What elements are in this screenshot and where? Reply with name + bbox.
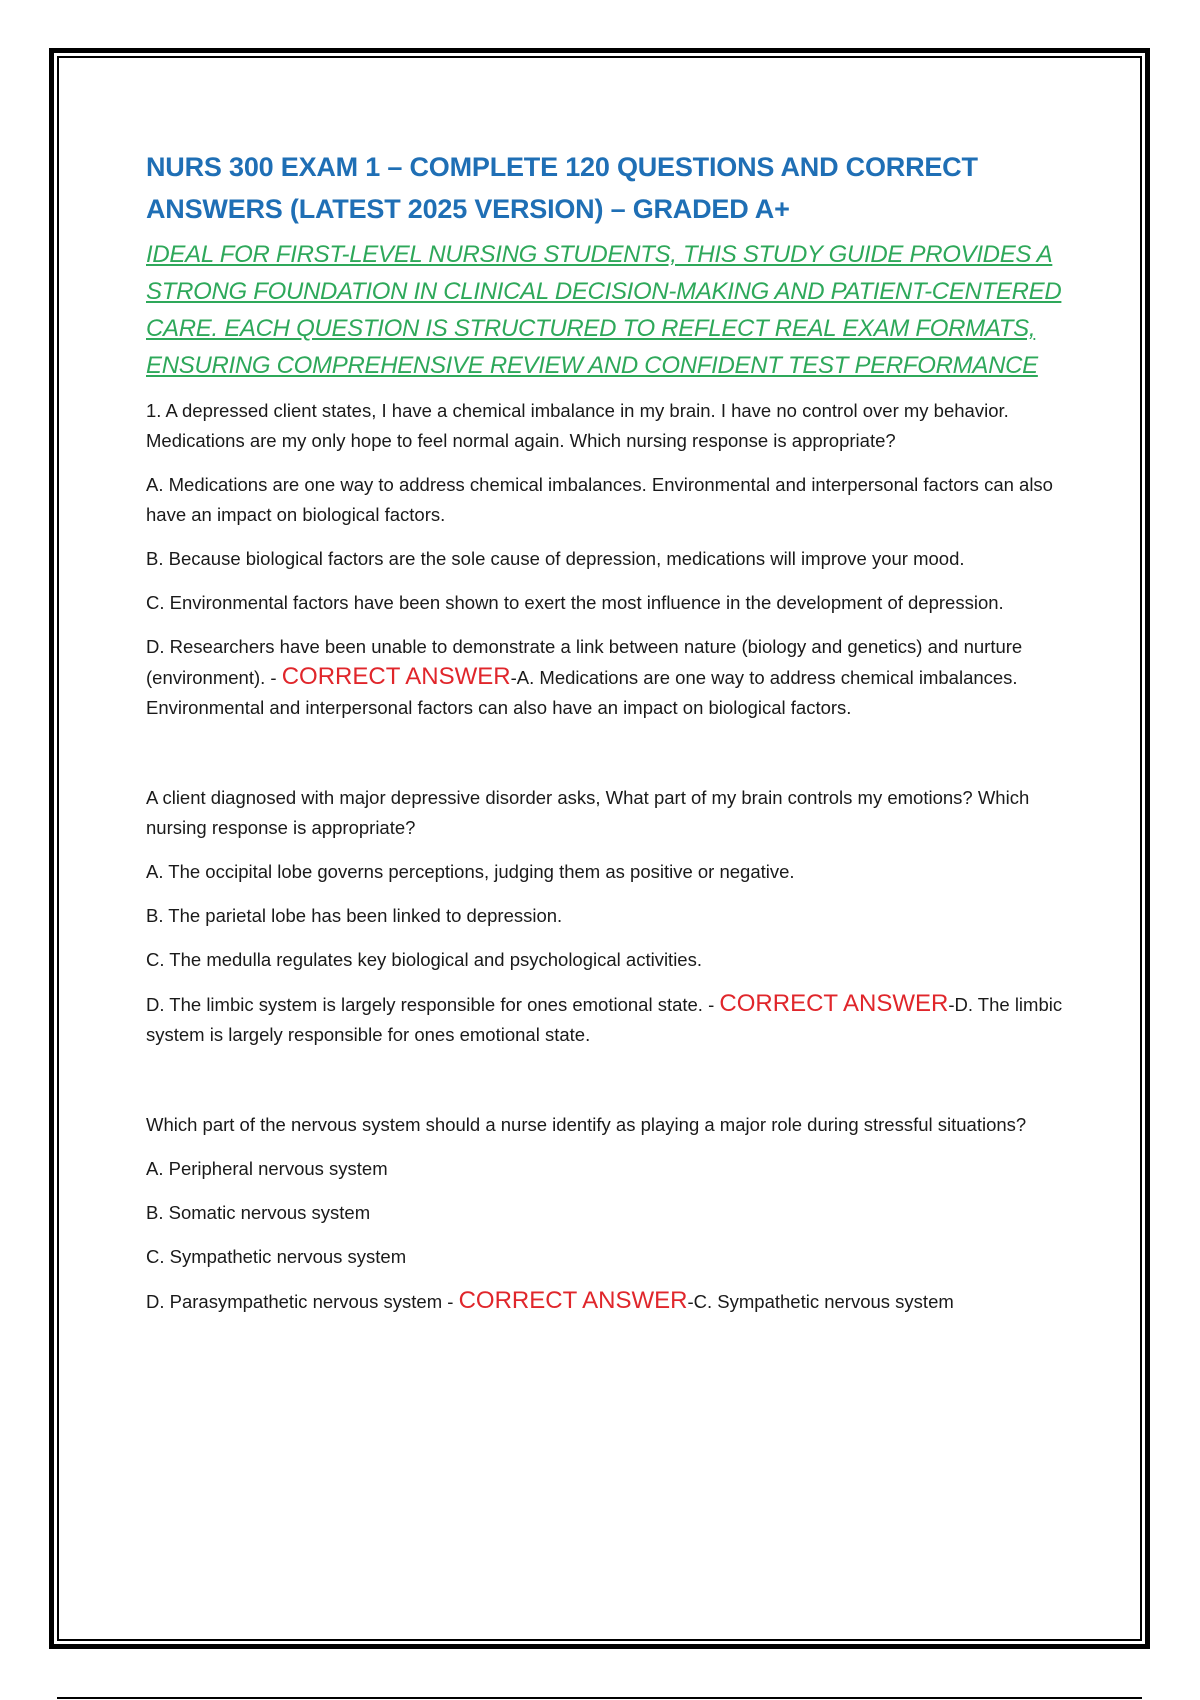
bottom-divider: [57, 1697, 1142, 1699]
answer-option: A. The occipital lobe governs perceptions, judging them as positive or negative.: [146, 861, 795, 882]
question-text: Which part of the nervous system should a nurse identify as playing a major role during stressful situations?: [146, 1114, 1027, 1135]
correct-answer-label: CORRECT ANSWER: [719, 990, 949, 1017]
question-block: [146, 1110, 1066, 1317]
document-subtitle: IDEAL FOR FIRST-LEVEL NURSING STUDENTS, THIS STUDY GUIDE PROVIDES A STRONG FOUNDATION IN CLINICAL DECISION-MAKING AND PATIENT-CENTERED CARE. EACH QUESTION IS STRUCTURED TO REFLECT REAL EXAM FORMATS, ENSURING COMPREHENSIVE REVIEW AND CONFIDENT TEST PERFORMANCE: [146, 241, 1062, 379]
document-body: [146, 146, 1066, 1331]
question-block: [146, 396, 1066, 723]
correct-answer-label: CORRECT ANSWER: [281, 663, 511, 690]
answer-option: D. Parasympathetic nervous system -: [146, 1291, 454, 1312]
answer-option: A. Peripheral nervous system: [146, 1158, 388, 1179]
answer-option: B. The parietal lobe has been linked to depression.: [146, 905, 563, 926]
spacer: [146, 1064, 1066, 1110]
answer-option-with-key: [146, 989, 1066, 1050]
answer-option: C. The medulla regulates key biological and psychological activities.: [146, 949, 702, 970]
answer-option: B. Somatic nervous system: [146, 1202, 371, 1223]
correct-answer-label: CORRECT ANSWER: [458, 1287, 688, 1314]
answer-option: D. Researchers have been unable to demonstrate a link between nature (biology and genetics) and nurture (environment). -: [146, 636, 1023, 688]
answer-option-with-key: [146, 632, 1066, 723]
answer-option: D. The limbic system is largely responsible for ones emotional state. -: [146, 994, 715, 1015]
answer-option: A. Medications are one way to address chemical imbalances. Environmental and interpersonal factors can also have an impact on biological factors.: [146, 474, 1053, 525]
question-text: 1. A depressed client states, I have a chemical imbalance in my brain. I have no control over my behavior. Medications are my only hope to feel normal again. Which nursing response is appropriate?: [146, 400, 1009, 451]
answer-option: C. Sympathetic nervous system: [146, 1246, 407, 1267]
correct-answer-text: -A. Medications are one way to address chemical imbalances. Environmental and interpersonal factors can also have an impact on biological factors.: [146, 667, 1018, 718]
question-text: A client diagnosed with major depressive disorder asks, What part of my brain controls my emotions? Which nursing response is appropriate?: [146, 787, 1030, 838]
correct-answer-text: -D. The limbic system is largely responsible for ones emotional state.: [146, 994, 1063, 1045]
spacer: [146, 737, 1066, 783]
answer-option-with-key: [146, 1286, 1066, 1317]
correct-answer-text: -C. Sympathetic nervous system: [687, 1291, 954, 1312]
question-block: [146, 783, 1066, 1050]
document-title: NURS 300 EXAM 1 – COMPLETE 120 QUESTIONS AND CORRECT ANSWERS (LATEST 2025 VERSION) – GRADED A+: [146, 152, 978, 224]
answer-option: B. Because biological factors are the sole cause of depression, medications will improve your mood.: [146, 548, 965, 569]
answer-option: C. Environmental factors have been shown to exert the most influence in the development of depression.: [146, 592, 1004, 613]
